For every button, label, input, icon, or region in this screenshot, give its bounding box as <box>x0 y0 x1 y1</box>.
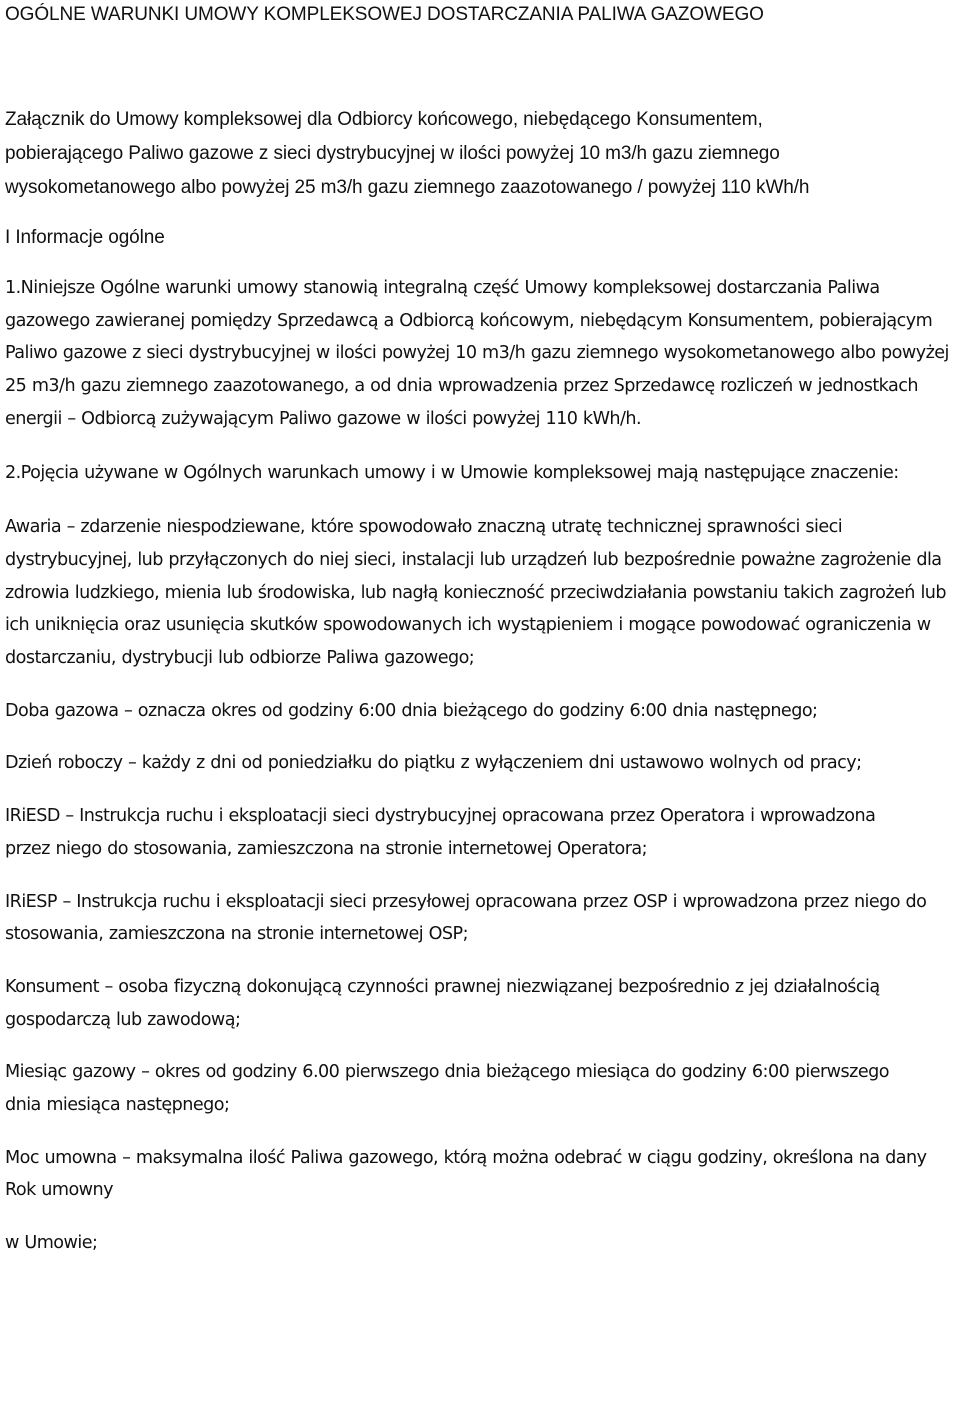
annex-subtitle: Załącznik do Umowy kompleksowej dla Odbiorcy końcowego, niebędącego Konsumentem, pobierającego Paliwo gazowe z sieci dystrybucyjnej w ilości powyżej 10 m3/h gazu ziemnego wysokometanowego albo powyżej 25 m3/h gazu ziemnego zaazotowanego / powyżej 110 kWh/h <box>5 109 810 198</box>
trailing-fragment: w Umowie; <box>5 1233 98 1254</box>
document <box>5 0 957 1260</box>
definition-konsument: Konsument – osoba fizyczną dokonującą czynności prawnej niezwiązanej bezpośrednio z jej działalnością gospodarczą lub zawodową; <box>5 976 880 1030</box>
paragraph-1: 1.Niniejsze Ogólne warunki umowy stanowią integralną część Umowy kompleksowej dostarczania Paliwa gazowego zawieranej pomiędzy Sprzedawcą a Odbiorcą końcowym, niebędącym Konsumentem, pobierającym Paliwo gazowe z sieci dystrybucyjnej w ilości powyżej 10 m3/h gazu ziemnego wysokometanowego albo powyżej 25 m3/h gazu ziemnego zaazotowanego, a od dnia wprowadzenia przez Sprzedawcę rozliczeń w jednostkach energii – Odbiorcą zużywającym Paliwo gazowe w ilości powyżej 110 kWh/h. <box>5 278 949 429</box>
section-heading: I Informacje ogólne <box>5 227 165 248</box>
paragraph-2: 2.Pojęcia używane w Ogólnych warunkach umowy i w Umowie kompleksowej mają następujące znaczenie: <box>5 462 899 483</box>
definition-moc-umowna: Moc umowna – maksymalna ilość Paliwa gazowego, którą można odebrać w ciągu godziny, określona na dany Rok umowny <box>5 1147 927 1201</box>
definition-miesiac-gazowy: Miesiąc gazowy – okres od godziny 6.00 pierwszego dnia bieżącego miesiąca do godziny 6:00 pierwszego dnia miesiąca następnego; <box>5 1062 889 1116</box>
definition-awaria: Awaria – zdarzenie niespodziewane, które spowodowało znaczną utratę technicznej sprawności sieci dystrybucyjnej, lub przyłączonych do niej sieci, instalacji lub urządzeń lub bezpośrednie poważne zagrożenie dla zdrowia ludzkiego, mienia lub środowiska, lub nagłą konieczność przeciwdziałania powstaniu takich zagrożeń lub ich uniknięcia oraz usunięcia skutków spowodowanych ich wystąpieniem i mogące powodować ograniczenia w dostarczaniu, dystrybucji lub odbiorze Paliwa gazowego; <box>5 517 947 669</box>
definition-iriesd: IRiESD – Instrukcja ruchu i eksploatacji sieci dystrybucyjnej opracowana przez Operatora i wprowadzona przez niego do stosowania, zamieszczona na stronie internetowej Operatora; <box>5 806 876 859</box>
definition-doba-gazowa: Doba gazowa – oznacza okres od godziny 6:00 dnia bieżącego do godziny 6:00 dnia następnego; <box>5 700 818 721</box>
document-title: OGÓLNE WARUNKI UMOWY KOMPLEKSOWEJ DOSTARCZANIA PALIWA GAZOWEGO <box>5 4 764 25</box>
definition-iriesp: IRiESP – Instrukcja ruchu i eksploatacji sieci przesyłowej opracowana przez OSP i wprowadzona przez niego do stosowania, zamieszczona na stronie internetowej OSP; <box>5 891 927 945</box>
definition-dzien-roboczy: Dzień roboczy – każdy z dni od poniedziałku do piątku z wyłączeniem dni ustawowo wolnych od pracy; <box>5 753 862 774</box>
